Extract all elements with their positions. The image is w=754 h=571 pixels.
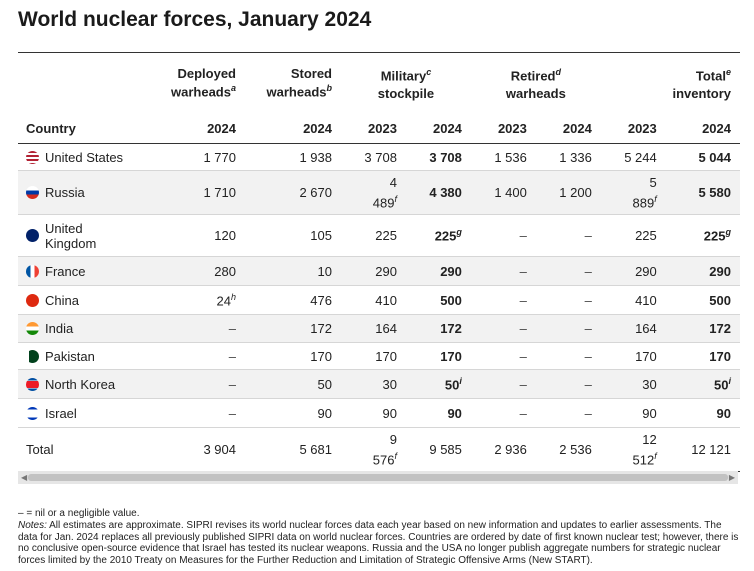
- value-cell: 290: [341, 257, 406, 286]
- value-cell: 225: [341, 215, 406, 257]
- il-flag-icon: [26, 407, 39, 420]
- year-label: 2024: [666, 113, 740, 144]
- uk-flag-icon: [26, 229, 39, 242]
- value-cell: 5 889$^f$: [601, 171, 666, 215]
- value-cell: 3 708: [341, 144, 406, 171]
- value-cell: –: [471, 343, 536, 370]
- table-row: [18, 315, 740, 343]
- year-label: 2024: [245, 113, 341, 144]
- value-cell: 476: [245, 286, 341, 315]
- scroll-right-icon[interactable]: ▶: [728, 473, 735, 482]
- ru-flag-icon: [26, 186, 39, 199]
- country-cell: [18, 343, 155, 370]
- value-cell: 90: [666, 399, 740, 428]
- header-deployed: Deployed warheads$^a$: [155, 53, 245, 114]
- value-cell: –: [536, 286, 601, 315]
- country-name: India: [45, 321, 74, 336]
- value-cell: 10: [245, 257, 341, 286]
- country-cell: [18, 144, 155, 171]
- value-cell: –: [536, 215, 601, 257]
- value-cell: 1 336: [536, 144, 601, 171]
- total-value-cell: 3 904: [155, 428, 245, 472]
- value-cell: 500: [666, 286, 740, 315]
- table-row: [18, 171, 740, 215]
- value-cell: 290: [601, 257, 666, 286]
- total-value-cell: 12 121: [666, 428, 740, 472]
- value-cell: 50: [245, 370, 341, 399]
- country-cell: [18, 257, 155, 286]
- country-name: Russia: [45, 185, 85, 200]
- year-label: 2024: [155, 113, 245, 144]
- year-label: 2023: [341, 113, 406, 144]
- notes-body: All estimates are approximate. SIPRI revises its world nuclear forces data each year based on new information and updates to earlier assessments. The data for Jan. 2024 replaces all previously published SIPRI data on world nuclear forces. Countries are ordered by date of first known nuclear test; however, there is no conclusive open-source evidence that Israel has tested its nuclear weapons. Russia and the USA no longer publish aggregate numbers for strategic nuclear forces limited by the 2010 Treaty on Measures for the Further Reduction and Limitation of Strategic Offensive Arms (New START).: [18, 519, 739, 567]
- value-cell: 2 670: [245, 171, 341, 215]
- value-cell: –: [536, 370, 601, 399]
- value-cell: –: [471, 215, 536, 257]
- value-cell: 225$^g$: [406, 215, 471, 257]
- value-cell: –: [155, 399, 245, 428]
- value-cell: 225$^g$: [666, 215, 740, 257]
- fr-flag-icon: [26, 265, 39, 278]
- value-cell: 1 770: [155, 144, 245, 171]
- year-label: 2024: [536, 113, 601, 144]
- notes-label: Notes:: [18, 519, 47, 531]
- value-cell: –: [536, 257, 601, 286]
- value-cell: 50$^i$: [406, 370, 471, 399]
- value-cell: 30: [601, 370, 666, 399]
- value-cell: –: [471, 370, 536, 399]
- value-cell: 1 400: [471, 171, 536, 215]
- value-cell: 170: [341, 343, 406, 370]
- scrollbar-thumb[interactable]: [28, 474, 728, 481]
- year-label: 2023: [601, 113, 666, 144]
- value-cell: –: [471, 315, 536, 343]
- value-cell: 90: [601, 399, 666, 428]
- value-cell: 5 244: [601, 144, 666, 171]
- header-blank: [18, 53, 155, 114]
- value-cell: –: [155, 315, 245, 343]
- value-cell: 105: [245, 215, 341, 257]
- country-cell: [18, 286, 155, 315]
- country-name: United Kingdom: [45, 220, 97, 251]
- total-value-cell: 2 936: [471, 428, 536, 472]
- value-cell: 24$^h$: [155, 286, 245, 315]
- value-cell: –: [536, 399, 601, 428]
- value-cell: –: [155, 370, 245, 399]
- value-cell: –: [471, 286, 536, 315]
- kp-flag-icon: [26, 378, 39, 391]
- table-notes: [18, 508, 742, 567]
- in-flag-icon: [26, 322, 39, 335]
- header-total: Total$^e$ inventory: [601, 53, 740, 114]
- country-name: United States: [45, 149, 124, 165]
- country-cell: [18, 370, 155, 399]
- value-cell: 1 200: [536, 171, 601, 215]
- total-value-cell: 2 536: [536, 428, 601, 472]
- value-cell: 225: [601, 215, 666, 257]
- scroll-left-icon[interactable]: ◀: [21, 473, 28, 482]
- value-cell: 3 708: [406, 144, 471, 171]
- value-cell: 172: [406, 315, 471, 343]
- value-cell: 120: [155, 215, 245, 257]
- total-value-cell: 9 576$^f$: [341, 428, 406, 472]
- country-name: China: [45, 292, 79, 308]
- country-cell: [18, 399, 155, 428]
- nuclear-forces-table: [18, 52, 740, 472]
- value-cell: 90: [245, 399, 341, 428]
- value-cell: 290: [666, 257, 740, 286]
- value-cell: 164: [601, 315, 666, 343]
- value-cell: 410: [341, 286, 406, 315]
- value-cell: 90: [406, 399, 471, 428]
- value-cell: 4 489$^f$: [341, 171, 406, 215]
- country-cell: [18, 215, 155, 257]
- value-cell: 170: [245, 343, 341, 370]
- header-row-groups: [18, 53, 740, 114]
- value-cell: –: [471, 399, 536, 428]
- total-value-cell: 9 585: [406, 428, 471, 472]
- country-name: Pakistan: [45, 348, 95, 364]
- value-cell: –: [536, 343, 601, 370]
- header-country: Country: [18, 113, 155, 144]
- country-name: North Korea: [45, 376, 116, 392]
- nil-note: – = nil or a negligible value.: [18, 508, 140, 519]
- value-cell: –: [471, 257, 536, 286]
- value-cell: 290: [406, 257, 471, 286]
- country-cell: [18, 171, 155, 215]
- table-row: [18, 399, 740, 428]
- value-cell: 90: [341, 399, 406, 428]
- header-retired: Retired$^d$ warheads: [471, 53, 601, 114]
- header-row-years: [18, 113, 740, 144]
- year-label: 2023: [471, 113, 536, 144]
- table-row: [18, 343, 740, 370]
- value-cell: 50$^i$: [666, 370, 740, 399]
- value-cell: 4 380: [406, 171, 471, 215]
- us-flag-icon: [26, 151, 39, 164]
- value-cell: 5 044: [666, 144, 740, 171]
- country-name: Israel: [45, 405, 77, 421]
- page-title: World nuclear forces, January 2024: [18, 8, 372, 31]
- value-cell: 5 580: [666, 171, 740, 215]
- year-label: 2024: [406, 113, 471, 144]
- value-cell: 170: [666, 343, 740, 370]
- table-row: [18, 257, 740, 286]
- value-cell: 500: [406, 286, 471, 315]
- header-military: Military$^c$ stockpile: [341, 53, 471, 114]
- value-cell: 170: [601, 343, 666, 370]
- cn-flag-icon: [26, 294, 39, 307]
- pk-flag-icon: [26, 350, 39, 363]
- value-cell: 172: [666, 315, 740, 343]
- value-cell: 410: [601, 286, 666, 315]
- value-cell: 172: [245, 315, 341, 343]
- value-cell: 1 938: [245, 144, 341, 171]
- value-cell: –: [536, 315, 601, 343]
- value-cell: 280: [155, 257, 245, 286]
- horizontal-scrollbar[interactable]: [18, 471, 738, 484]
- table-row: [18, 144, 740, 171]
- total-value-cell: 5 681: [245, 428, 341, 472]
- country-cell: [18, 315, 155, 343]
- country-name: France: [45, 263, 86, 279]
- table-row: [18, 370, 740, 399]
- value-cell: 30: [341, 370, 406, 399]
- header-stored: Stored warheads$^b$: [245, 53, 341, 114]
- value-cell: 170: [406, 343, 471, 370]
- total-row: [18, 428, 740, 472]
- value-cell: 1 710: [155, 171, 245, 215]
- table-row: [18, 286, 740, 315]
- value-cell: 164: [341, 315, 406, 343]
- total-value-cell: 12 512$^f$: [601, 428, 666, 472]
- value-cell: 1 536: [471, 144, 536, 171]
- total-label: Total: [18, 428, 155, 472]
- value-cell: –: [155, 343, 245, 370]
- table-row: [18, 215, 740, 257]
